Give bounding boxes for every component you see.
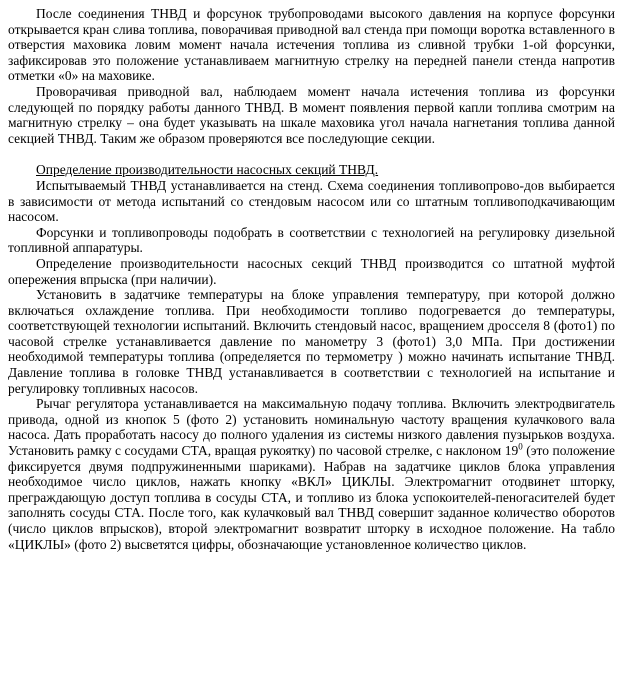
paragraph-pump-mounting: Испытываемый ТНВД устанавливается на стенд. Схема соединения топливопрово-дов выбирается в зависимости от метода испытаний со стендовым насосом или со штатным топливоподкачивающим насосом.	[8, 177, 615, 225]
paragraph-injectors-selection: Форсунки и топливопроводы подобрать в соответствии с технологией на регулировку дизельной топливной аппаратуры.	[8, 224, 615, 256]
paragraph-test-procedure	[8, 396, 615, 552]
paragraph-gap	[8, 146, 615, 162]
paragraph-advance-coupling: Определение производительности насосных секций ТНВД производится со штатной муфтой опережения впрыска (при наличии).	[8, 255, 615, 287]
procedure-text-part2: (это положение фиксируется двумя подпружиненными шариками). Набрав на задатчике циклов блока управления необходимое число циклов, нажать кнопку «ВКЛ» ЦИКЛЫ. Электромагнит отодвинет шторку, преграждающую доступ топлива в сосуды СТА, и топливо из блока успокоителей-пеногасителей будет заполнять сосуды СТА. После того, как кулачковый вал ТНВД совершит заданное количество оборотов (число циклов впрысков), второй электромагнит возвратит шторку в исходное положение. На табло «ЦИКЛЫ» (фото 2) высветятся цифры, обозначающие установленное количество циклов.	[8, 443, 616, 552]
section-heading: Определение производительности насосных секций ТНВД.	[36, 162, 379, 178]
procedure-text-part1: Рычаг регулятора устанавливается на максимальную подачу топлива. Включить электродвигатель привода, одной из кнопок 5 (фото 2) установить номинальную частоту вращения кулачкового вала насоса. Дать проработать насосу до полного удаления из системы низкого давления пузырьков воздуха. Установить рамку с сосудами СТА, вращая рукоятку) по часовой стрелке, с наклоном 19	[8, 396, 615, 459]
paragraph-section-checks: Проворачивая приводной вал, наблюдаем момент начала истечения топлива из форсунки следующей по порядку работы данного ТНВД. В момент появления первой капли топлива смотрим на магнитную стрелку – она будет указывать на шкале маховика угол начала нагнетания топлива данной секцией ТНВД. Таким же образом проверяются все последующие секции.	[8, 83, 615, 146]
paragraph-injection-timing: После соединения ТНВД и форсунок трубопроводами высокого давления на корпусе форсунки открывается кран слива топлива, поворачивая приводной вал стенда при помощи воротка вставленного в отверстия маховика ловим момент начала истечения топлива из сливной трубки 1-ой форсунки, зафиксировав это положение устанавливаем магнитную стрелку на передней панели стенда напротив отметки «0» на маховике.	[8, 6, 615, 84]
paragraph-temperature-setup: Установить в задатчике температуры на блоке управления температуру, при которой должно включаться охлаждение топлива. При необходимости топливо подогревается до температуры, соответствующей технологии испытаний. Включить стендовый насос, вращением дросселя 8 (фото1) по часовой стрелке устанавливается давление по манометру 3 (фото1) 3,0 МПа. При достижении необходимой температуры топлива (определяется по термометру ) можно начинать испытание ТНВД. Давление топлива в головке ТНВД устанавливается в соответствии с технологией на испытание и регулировку топливных насосов.	[8, 287, 615, 396]
degree-superscript: 0	[518, 441, 523, 452]
